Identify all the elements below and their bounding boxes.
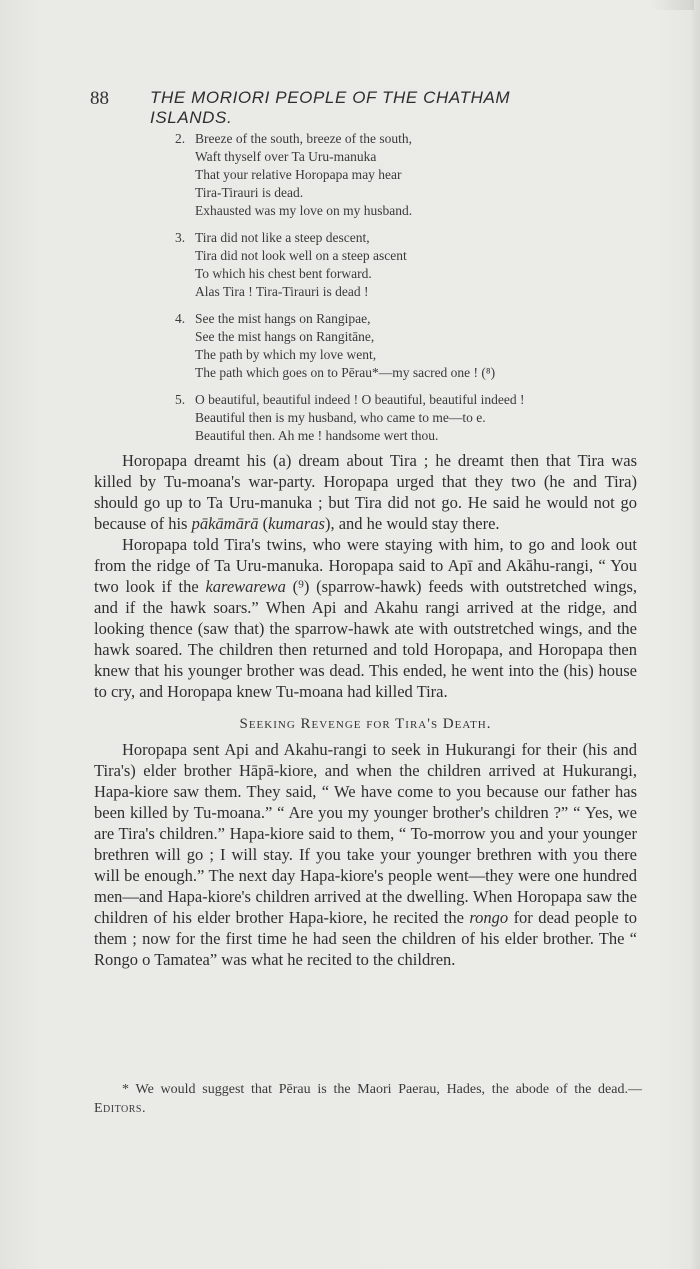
verse-line: Tira did not look well on a steep ascent [195, 248, 407, 263]
italic-term: kumaras [268, 514, 325, 533]
section-heading: Seeking Revenge for Tira's Death. [239, 716, 492, 732]
stanza [175, 229, 655, 301]
verse-line: O beautiful, beautiful indeed ! O beautiful, beautiful indeed ! [195, 392, 525, 407]
stanza-number: 3. [175, 230, 186, 245]
footnote-signature: Editors. [94, 1101, 146, 1116]
stanza-lines [195, 229, 407, 301]
verse-line: Tira did not like a steep descent, [195, 230, 370, 245]
paragraph-revenge [94, 739, 637, 970]
page-number: 88 [90, 88, 109, 109]
verse-line: Breeze of the south, breeze of the south, [195, 131, 413, 146]
paragraph-text: Horopapa sent Api and Akahu-rangi to seek in Hukurangi for their (his and Tira's) elder brother Hāpā-kiore, and when the children arrived at Hukurangi, Hapa-kiore saw them. They said, “ We have come to you because our father has been killed by Tu-moana.” “ Are you my younger brother's children ?” “ Yes, we are Tira's children.” Hapa-kiore said to them, “ To-morrow you and your younger brethren will go ; I will stay. If you take your younger brethren with you there will be enough.” The next day Hapa-kiore's people went—they were one hundred men—and Hapa-kiore's children arrived at the dwelling. When Horopapa saw the children of his elder brother Hapa-kiore, he recited the [94, 740, 637, 927]
stanza [175, 310, 655, 382]
paragraph-dream [94, 450, 637, 534]
stanza-lines [195, 130, 412, 220]
paragraph-text: Horopapa told Tira's twins, who were staying with him, to go and look out from the ridge of Ta Uru-manuka. Horopapa said to Apī and Akāhu-rangi, “ You two look if the [94, 535, 637, 596]
paragraph-text: for dead people to them ; now for the first time he had seen the children of his elder brother. The “ Rongo o Tamatea” was what he recited to the children. [94, 908, 638, 969]
stanza-number: 4. [175, 311, 186, 326]
paragraph-twins [94, 534, 637, 702]
verse-line: Tira-Tirauri is dead. [195, 185, 304, 200]
footnote-text: * We would suggest that Pērau is the Maori Paerau, Hades, the abode of the dead.— [122, 1082, 642, 1097]
verse-line: See the mist hangs on Rangipae, [195, 311, 371, 326]
verse-line: The path which goes on to Pērau*—my sacred one ! (⁸) [195, 365, 496, 380]
corner-mark [648, 0, 694, 10]
paragraph-text: (⁹) (sparrow-hawk) feeds with outstretched wings, and if the hawk soars.” When Api and Akahu rangi arrived at the ridge, and looking thence (saw that) the sparrow-hawk ate with outstretched wings, and the hawk soared. The children then returned and told Horopapa, and Horopapa then knew that his younger brother was dead. This ended, he went into the (his) house to cry, and Horopapa knew Tu-moana had killed Tira. [94, 577, 637, 701]
stanza-lines [195, 310, 495, 382]
paragraph-text: Horopapa dreamt his (a) dream about Tira ; he dreamt then that Tira was killed by Tu-moana's war-party. Horopapa urged that they two (he and Tira) should go up to Ta Uru-manuka ; but Tira did not go. He said he would not go because of his [94, 451, 637, 533]
paragraph-text: ( [258, 514, 269, 533]
stanza-lines [195, 391, 525, 445]
verse-line: Beautiful then is my husband, who came to me—to e. [195, 410, 486, 425]
verse-line: See the mist hangs on Rangitāne, [195, 329, 375, 344]
footnote [94, 1080, 642, 1118]
verse-line: Beautiful then. Ah me ! handsome wert thou. [195, 428, 439, 443]
body-text [94, 450, 637, 970]
italic-term: rongo [469, 908, 509, 927]
italic-term: karewarewa [205, 577, 286, 596]
stanza-number: 5. [175, 392, 186, 407]
verse-line: Exhausted was my love on my husband. [195, 203, 413, 218]
stanza [175, 130, 655, 220]
running-title: THE MORIORI PEOPLE OF THE CHATHAM ISLANDS. [150, 88, 511, 127]
stanza [175, 391, 655, 445]
page-header [90, 88, 580, 127]
verse-line: Waft thyself over Ta Uru-manuka [195, 149, 377, 164]
verse-block [175, 130, 655, 454]
italic-term: pākāmārā [191, 514, 259, 533]
paragraph-text: ), and he would stay there. [324, 514, 500, 533]
verse-line: That your relative Horopapa may hear [195, 167, 402, 182]
verse-line: To which his chest bent forward. [195, 266, 372, 281]
verse-line: Alas Tira ! Tira-Tirauri is dead ! [195, 284, 369, 299]
verse-line: The path by which my love went, [195, 347, 377, 362]
stanza-number: 2. [175, 131, 186, 146]
page-edge-shadow [690, 0, 700, 1269]
